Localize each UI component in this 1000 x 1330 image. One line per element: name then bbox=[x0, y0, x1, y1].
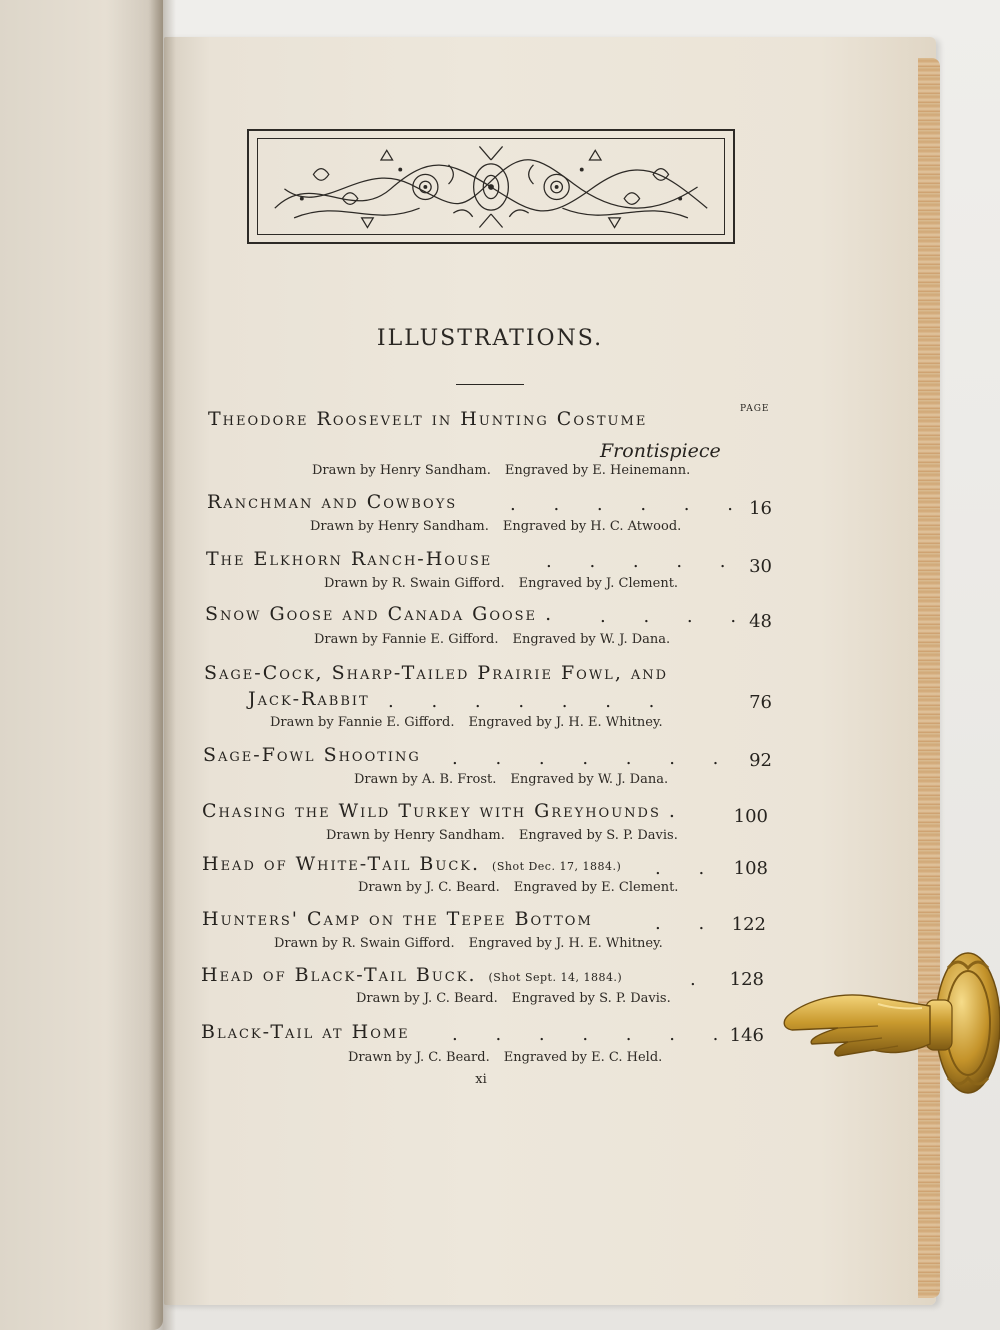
entry-title: Hunters' Camp on the Tepee Bottom bbox=[202, 908, 593, 930]
frontispiece-label: Frontispiece bbox=[600, 440, 721, 462]
entry-credit bbox=[314, 632, 670, 647]
credit-drawn: Drawn by Henry Sandham. bbox=[312, 463, 491, 478]
entry-page-number: 30 bbox=[749, 556, 772, 577]
entry-page-number: 92 bbox=[749, 750, 772, 771]
book-gutter bbox=[148, 0, 176, 1330]
credit-drawn: Drawn by A. B. Frost. bbox=[354, 772, 497, 787]
title-rule bbox=[456, 384, 524, 385]
entry-credit bbox=[326, 828, 678, 843]
credit-engraved: Engraved by J. H. E. Whitney. bbox=[468, 715, 663, 730]
credit-engraved: Engraved by J. Clement. bbox=[518, 576, 679, 591]
entry-title: Sage-Cock, Sharp-Tailed Prairie Fowl, and bbox=[204, 662, 669, 684]
entry-title: Theodore Roosevelt in Hunting Costume bbox=[208, 408, 648, 430]
entry-page-number: 146 bbox=[729, 1025, 764, 1046]
entry-page-number: 48 bbox=[749, 611, 772, 632]
credit-engraved: Engraved by J. H. E. Whitney. bbox=[468, 936, 663, 951]
credit-engraved: Engraved by W. J. Dana. bbox=[510, 772, 669, 787]
entry-title: Snow Goose and Canada Goose . bbox=[205, 603, 554, 625]
entry-page-number: 16 bbox=[749, 498, 772, 519]
brass-hand-page-holder-icon bbox=[778, 948, 1000, 1098]
credit-engraved: Engraved by E. Clement. bbox=[513, 880, 679, 895]
ornament-drawing bbox=[249, 131, 733, 242]
credit-engraved: Engraved by E. Heinemann. bbox=[504, 463, 691, 478]
credit-drawn: Drawn by J. C. Beard. bbox=[348, 1050, 490, 1065]
entry-title: The Elkhorn Ranch-House bbox=[206, 548, 493, 570]
entry-title: Chasing the Wild Turkey with Greyhounds . bbox=[202, 800, 677, 822]
dot-leader: . . . . . . . bbox=[452, 1024, 735, 1045]
floral-scroll-banner-icon bbox=[247, 129, 735, 244]
dot-leader: . . . . . . . bbox=[452, 748, 735, 769]
entry-title: Ranchman and Cowboys bbox=[207, 491, 458, 513]
credit-engraved: Engraved by S. P. Davis. bbox=[518, 828, 678, 843]
credit-drawn: Drawn by J. C. Beard. bbox=[356, 991, 498, 1006]
entry-credit bbox=[312, 463, 690, 478]
credit-drawn: Drawn by R. Swain Gifford. bbox=[324, 576, 505, 591]
entry-title-continued: Jack-Rabbit bbox=[248, 688, 370, 710]
entry-credit bbox=[354, 772, 668, 787]
page-column-label: PAGE bbox=[740, 404, 770, 414]
credit-drawn: Drawn by Fannie E. Gifford. bbox=[314, 632, 499, 647]
entry-page-number: 100 bbox=[733, 806, 768, 827]
credit-drawn: Drawn by Fannie E. Gifford. bbox=[270, 715, 455, 730]
entry-title: Sage-Fowl Shooting bbox=[203, 744, 421, 766]
page-folio: xi bbox=[475, 1072, 487, 1087]
entry-page-number: 122 bbox=[731, 914, 766, 935]
dot-leader: . bbox=[690, 969, 712, 990]
credit-engraved: Engraved by W. J. Dana. bbox=[512, 632, 671, 647]
entry-credit bbox=[356, 991, 671, 1006]
credit-engraved: Engraved by E. C. Held. bbox=[503, 1050, 663, 1065]
entry-credit bbox=[324, 576, 678, 591]
deckle-page-edge bbox=[918, 58, 940, 1298]
credit-drawn: Drawn by Henry Sandham. bbox=[326, 828, 505, 843]
entry-credit bbox=[358, 880, 678, 895]
entry-credit bbox=[310, 519, 681, 534]
credit-drawn: Drawn by R. Swain Gifford. bbox=[274, 936, 455, 951]
entry-title-text: Head of Black-Tail Buck. bbox=[201, 964, 477, 986]
entry-credit bbox=[348, 1050, 662, 1065]
entry-title bbox=[201, 964, 622, 986]
dot-leader: . . . . . . bbox=[510, 494, 749, 515]
entry-note: (Shot Sept. 14, 1884.) bbox=[488, 971, 623, 984]
entry-page-number: 76 bbox=[749, 692, 772, 713]
credit-drawn: Drawn by J. C. Beard. bbox=[358, 880, 500, 895]
dot-leader: . . . . bbox=[600, 606, 753, 627]
entry-title-text: Head of White-Tail Buck. bbox=[202, 853, 481, 875]
entry-credit bbox=[270, 715, 663, 730]
entry-note: (Shot Dec. 17, 1884.) bbox=[492, 860, 622, 873]
credit-engraved: Engraved by S. P. Davis. bbox=[511, 991, 671, 1006]
entry-title: Black-Tail at Home bbox=[201, 1021, 410, 1043]
credit-engraved: Engraved by H. C. Atwood. bbox=[502, 519, 682, 534]
credit-drawn: Drawn by Henry Sandham. bbox=[310, 519, 489, 534]
dot-leader: . . . . . bbox=[546, 551, 742, 572]
dot-leader: . . . . . . . bbox=[388, 691, 671, 712]
entry-title bbox=[202, 853, 621, 875]
page-title: ILLUSTRATIONS. bbox=[376, 326, 604, 351]
dot-leader: . . bbox=[655, 913, 721, 934]
entry-page-number: 128 bbox=[729, 969, 764, 990]
dot-leader: . . bbox=[655, 858, 721, 879]
entry-page-number: 108 bbox=[733, 858, 768, 879]
entry-credit bbox=[274, 936, 663, 951]
left-page bbox=[0, 0, 163, 1330]
